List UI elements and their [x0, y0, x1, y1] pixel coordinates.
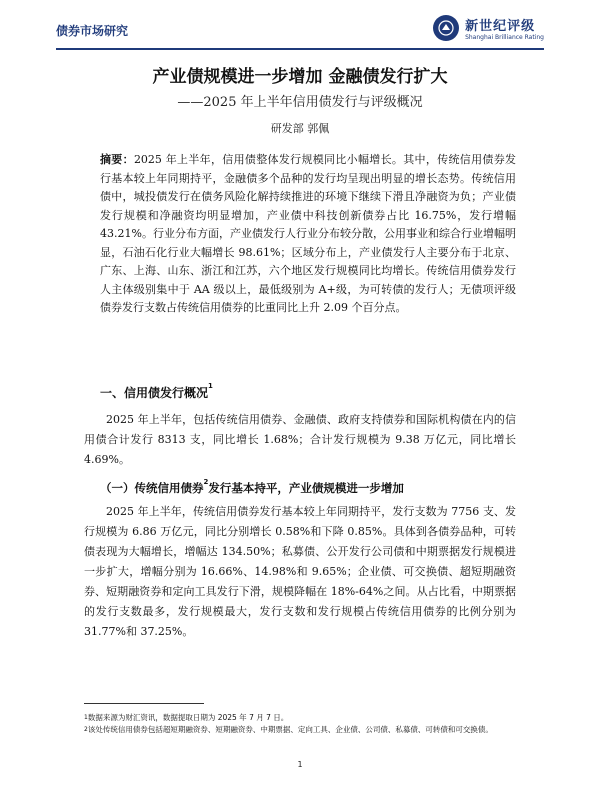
brand-logo-english: Shanghai Brilliance Rating [465, 34, 544, 41]
footnote-2-mark: 2 [84, 726, 88, 733]
footnote-ref-2[interactable]: 2 [203, 478, 209, 486]
document-author: 研发部 郭佩 [270, 122, 330, 135]
abstract-label: 摘要： [100, 153, 134, 166]
footnote-divider [84, 703, 204, 704]
subsection-heading-post: 发行基本持平，产业债规模进一步增加 [208, 481, 404, 495]
subsection-heading [100, 480, 516, 496]
footnote-2-text: 该处传统信用债券包括超短期融资券、短期融资券、中期票据、定向工具、企业债、公司债、私募债、可转债和可交换债。 [87, 725, 493, 734]
footnote-1 [84, 712, 516, 724]
abstract-text: 2025 年上半年，信用债整体发行规模同比小幅增长。其中，传统信用债券发行基本较上年同期持平，金融债多个品种的发行均呈现出明显的增长态势。传统信用债中，城投债发行在债务风险化解持续推进的环境下继续下滑且净融资为负；产业债发行规模和净融资均明显增加，产业债中科技创新债券占比 16.75%，发行增幅 43.21%。行业分布方面，产业债发行人行业分布较分散，公用事业和综合行业增幅明显，石油石化行业大幅增长 98.61%；区域分布上，产业债发行人主要分布于北京、广东、上海、山东、浙江和江苏，六个地区发行规模同比均增长。传统信用债券发行人主体级别集中于 AA 级以上，最低级别为 A+级，为可转债的发行人；无债项评级债券发行支数占传统信用债券的比重同比上升 2.09 个百分点。 [100, 153, 516, 314]
footnote-ref-1[interactable]: 1 [208, 382, 213, 390]
document-subtitle: ——2025 年上半年信用债发行与评级概况 [177, 95, 423, 110]
footnote-1-text: 数据来源为财汇资讯，数据提取日期为 2025 年 7 月 7 日。 [87, 713, 289, 722]
subsection-paragraph: 2025 年上半年，传统信用债券发行基本较上年同期持平，发行支数为 7756 支、发行规模为 6.86 万亿元，同比分别增长 0.58%和下降 0.85%。具体到各债券品种，可转债表现为大幅增长，增幅达 134.50%；私募债、公开发行公司债和中期票据发行规模进一步扩大，增幅分别为 16.66%、14.98%和 9.65%；企业债、可交换债、超短期融资券、短期融资券和定向工具发行下滑，规模降幅在 18%-64%之间。从占比看，中期票据的发行支数最多，发行规模最大，发行支数和发行规模占传统信用债券的比例分别为 31.77%和 37.25%。 [84, 505, 516, 638]
section-heading [100, 384, 516, 401]
section-paragraph: 2025 年上半年，包括传统信用债券、金融债、政府支持债券和国际机构债在内的信用债合计发行 8313 支，同比增长 1.68%；合计发行规模为 9.38 万亿元，同比增长 4.69%。 [84, 413, 516, 466]
footnotes [84, 712, 516, 736]
brand-logo-name: 新世纪评级 [465, 19, 536, 34]
footnote-1-mark: 1 [84, 714, 88, 721]
document-title: 产业债规模进一步增加 金融债发行扩大 [152, 67, 448, 87]
subsection-heading-pre: （一）传统信用债券 [100, 481, 204, 495]
section-heading-text: 一、信用债发行概况 [100, 386, 209, 400]
header-divider [56, 48, 544, 50]
abstract [100, 151, 516, 318]
brand-logo [433, 8, 544, 48]
header-section-title: 债券市场研究 [56, 24, 129, 38]
footnote-2 [84, 724, 516, 736]
page-number: 1 [297, 760, 303, 769]
brand-logo-icon [433, 15, 459, 41]
page-header [56, 8, 544, 48]
